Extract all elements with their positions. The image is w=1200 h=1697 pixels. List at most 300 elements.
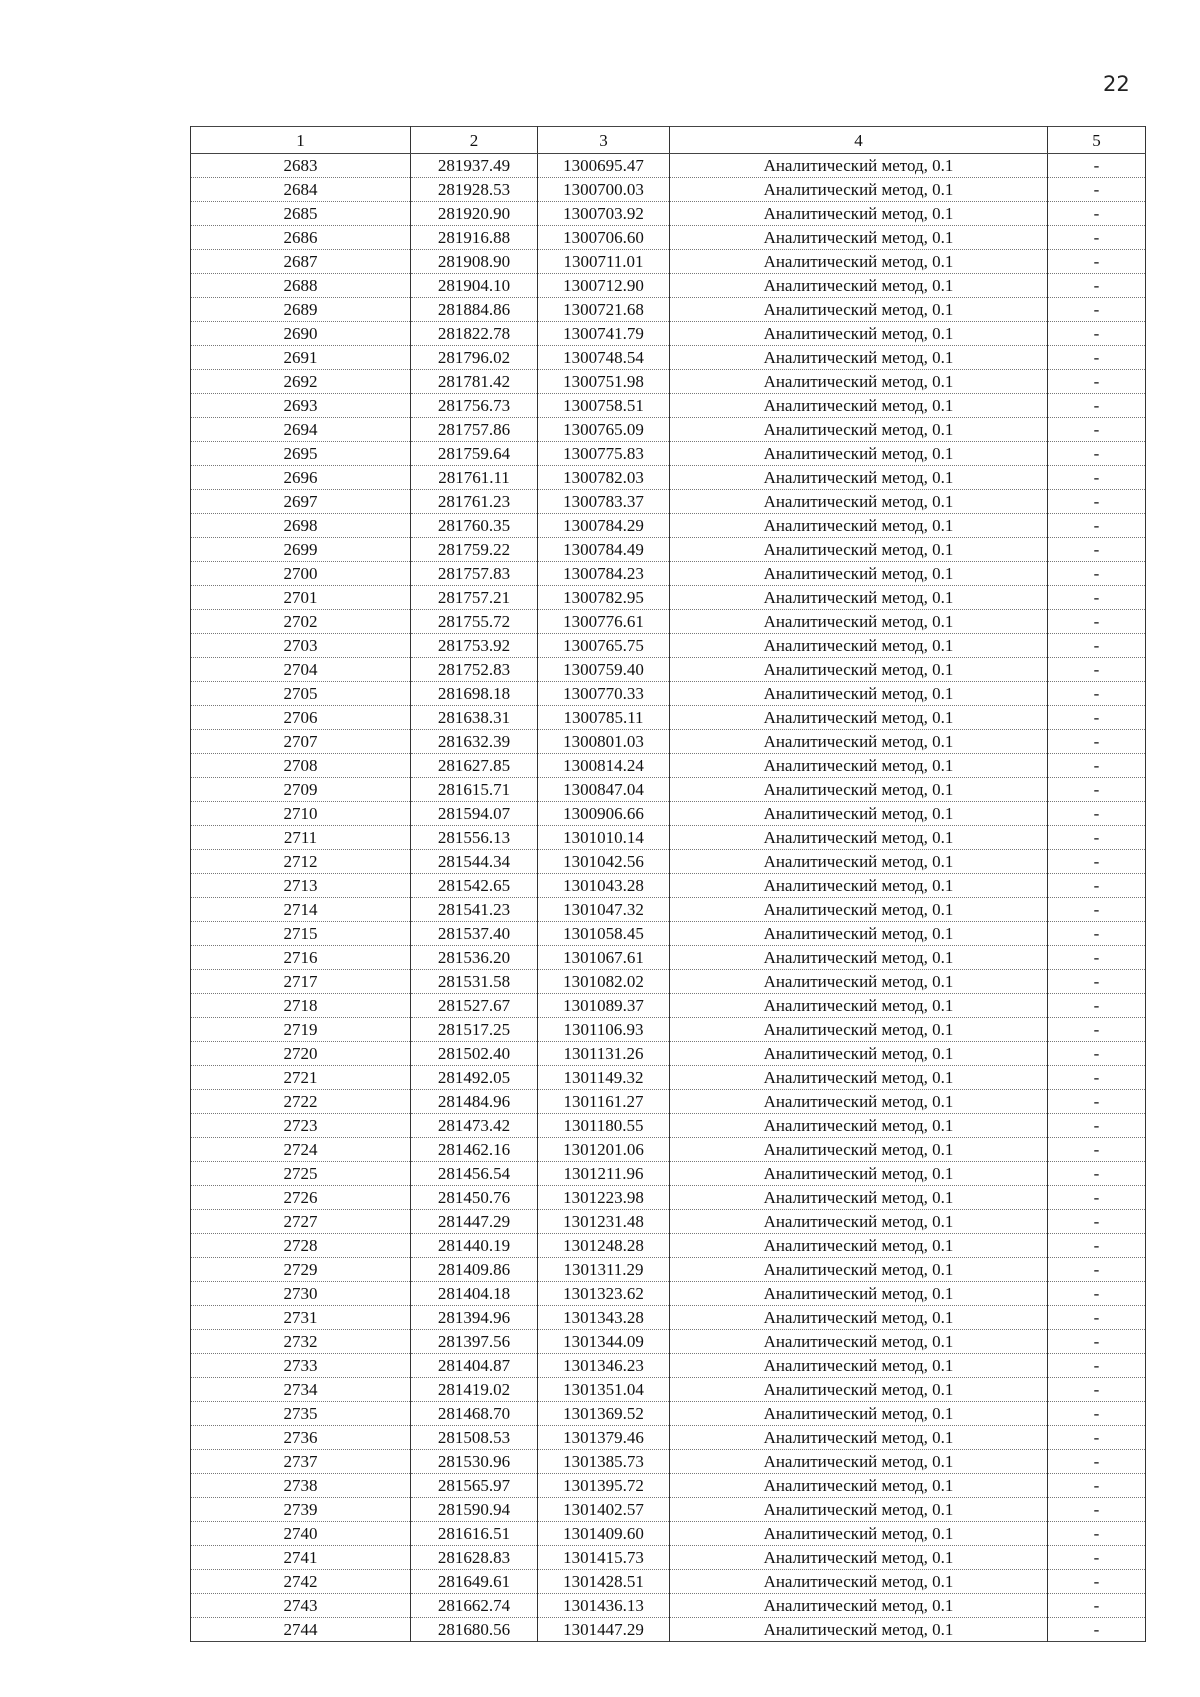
x-coordinate-cell: 281544.34 [411,850,538,874]
y-coordinate-cell: 1301248.28 [538,1234,670,1258]
y-coordinate-cell: 1300784.23 [538,562,670,586]
y-coordinate-cell: 1301415.73 [538,1546,670,1570]
y-coordinate-cell: 1300770.33 [538,682,670,706]
x-coordinate-cell: 281937.49 [411,154,538,178]
table-row [191,514,1146,538]
table-row [191,1042,1146,1066]
y-coordinate-cell: 1300814.24 [538,754,670,778]
table-row [191,754,1146,778]
method-cell: Аналитический метод, 0.1 [670,154,1048,178]
table-row [191,346,1146,370]
method-cell: Аналитический метод, 0.1 [670,898,1048,922]
table-row [191,1114,1146,1138]
table-row [191,970,1146,994]
point-number-cell: 2734 [191,1378,411,1402]
x-coordinate-cell: 281404.18 [411,1282,538,1306]
point-number-cell: 2685 [191,202,411,226]
method-cell: Аналитический метод, 0.1 [670,1354,1048,1378]
method-cell: Аналитический метод, 0.1 [670,1498,1048,1522]
note-cell: - [1048,658,1146,682]
method-cell: Аналитический метод, 0.1 [670,1450,1048,1474]
method-cell: Аналитический метод, 0.1 [670,1042,1048,1066]
note-cell: - [1048,682,1146,706]
point-number-cell: 2715 [191,922,411,946]
table-row [191,1474,1146,1498]
table-row [191,1450,1146,1474]
method-cell: Аналитический метод, 0.1 [670,298,1048,322]
point-number-cell: 2701 [191,586,411,610]
note-cell: - [1048,1186,1146,1210]
table-row [191,850,1146,874]
note-cell: - [1048,850,1146,874]
table-row [191,1330,1146,1354]
table-row [191,658,1146,682]
x-coordinate-cell: 281908.90 [411,250,538,274]
table-row [191,154,1146,178]
y-coordinate-cell: 1300765.75 [538,634,670,658]
y-coordinate-cell: 1301131.26 [538,1042,670,1066]
note-cell: - [1048,538,1146,562]
method-cell: Аналитический метод, 0.1 [670,850,1048,874]
point-number-cell: 2693 [191,394,411,418]
note-cell: - [1048,1546,1146,1570]
method-cell: Аналитический метод, 0.1 [670,1618,1048,1642]
x-coordinate-cell: 281556.13 [411,826,538,850]
y-coordinate-cell: 1301409.60 [538,1522,670,1546]
x-coordinate-cell: 281473.42 [411,1114,538,1138]
x-coordinate-cell: 281508.53 [411,1426,538,1450]
table-row [191,1138,1146,1162]
point-number-cell: 2694 [191,418,411,442]
method-cell: Аналитический метод, 0.1 [670,1258,1048,1282]
x-coordinate-cell: 281761.11 [411,466,538,490]
point-number-cell: 2699 [191,538,411,562]
note-cell: - [1048,346,1146,370]
x-coordinate-cell: 281756.73 [411,394,538,418]
method-cell: Аналитический метод, 0.1 [670,970,1048,994]
x-coordinate-cell: 281530.96 [411,1450,538,1474]
point-number-cell: 2721 [191,1066,411,1090]
y-coordinate-cell: 1300700.03 [538,178,670,202]
note-cell: - [1048,1594,1146,1618]
x-coordinate-cell: 281565.97 [411,1474,538,1498]
method-cell: Аналитический метод, 0.1 [670,1186,1048,1210]
note-cell: - [1048,250,1146,274]
table-row [191,1234,1146,1258]
point-number-cell: 2710 [191,802,411,826]
method-cell: Аналитический метод, 0.1 [670,994,1048,1018]
note-cell: - [1048,466,1146,490]
y-coordinate-cell: 1301043.28 [538,874,670,898]
point-number-cell: 2687 [191,250,411,274]
note-cell: - [1048,1018,1146,1042]
method-cell: Аналитический метод, 0.1 [670,442,1048,466]
table-row [191,1066,1146,1090]
table-row [191,1498,1146,1522]
point-number-cell: 2706 [191,706,411,730]
method-cell: Аналитический метод, 0.1 [670,1234,1048,1258]
method-cell: Аналитический метод, 0.1 [670,202,1048,226]
method-cell: Аналитический метод, 0.1 [670,418,1048,442]
table-row [191,370,1146,394]
method-cell: Аналитический метод, 0.1 [670,1210,1048,1234]
x-coordinate-cell: 281662.74 [411,1594,538,1618]
table-header-row [191,127,1146,154]
point-number-cell: 2741 [191,1546,411,1570]
y-coordinate-cell: 1301201.06 [538,1138,670,1162]
table-row [191,898,1146,922]
note-cell: - [1048,874,1146,898]
method-cell: Аналитический метод, 0.1 [670,802,1048,826]
method-cell: Аналитический метод, 0.1 [670,1330,1048,1354]
x-coordinate-cell: 281484.96 [411,1090,538,1114]
method-cell: Аналитический метод, 0.1 [670,274,1048,298]
x-coordinate-cell: 281757.21 [411,586,538,610]
note-cell: - [1048,1498,1146,1522]
x-coordinate-cell: 281502.40 [411,1042,538,1066]
point-number-cell: 2709 [191,778,411,802]
y-coordinate-cell: 1300801.03 [538,730,670,754]
table-row [191,418,1146,442]
table-row [191,1282,1146,1306]
x-coordinate-cell: 281753.92 [411,634,538,658]
note-cell: - [1048,610,1146,634]
table-row [191,826,1146,850]
table-row [191,1402,1146,1426]
method-cell: Аналитический метод, 0.1 [670,730,1048,754]
point-number-cell: 2736 [191,1426,411,1450]
y-coordinate-cell: 1300775.83 [538,442,670,466]
table-row [191,1306,1146,1330]
note-cell: - [1048,1378,1146,1402]
table-row [191,1522,1146,1546]
method-cell: Аналитический метод, 0.1 [670,1570,1048,1594]
method-cell: Аналитический метод, 0.1 [670,1018,1048,1042]
point-number-cell: 2717 [191,970,411,994]
x-coordinate-cell: 281531.58 [411,970,538,994]
y-coordinate-cell: 1301344.09 [538,1330,670,1354]
y-coordinate-cell: 1301343.28 [538,1306,670,1330]
method-cell: Аналитический метод, 0.1 [670,1114,1048,1138]
y-coordinate-cell: 1300741.79 [538,322,670,346]
x-coordinate-cell: 281627.85 [411,754,538,778]
x-coordinate-cell: 281916.88 [411,226,538,250]
method-cell: Аналитический метод, 0.1 [670,1162,1048,1186]
point-number-cell: 2730 [191,1282,411,1306]
x-coordinate-cell: 281760.35 [411,514,538,538]
x-coordinate-cell: 281419.02 [411,1378,538,1402]
y-coordinate-cell: 1301385.73 [538,1450,670,1474]
method-cell: Аналитический метод, 0.1 [670,346,1048,370]
y-coordinate-cell: 1301395.72 [538,1474,670,1498]
x-coordinate-cell: 281517.25 [411,1018,538,1042]
y-coordinate-cell: 1301223.98 [538,1186,670,1210]
note-cell: - [1048,1234,1146,1258]
table-row [191,394,1146,418]
x-coordinate-cell: 281757.83 [411,562,538,586]
note-cell: - [1048,490,1146,514]
y-coordinate-cell: 1300906.66 [538,802,670,826]
note-cell: - [1048,1282,1146,1306]
table-row [191,634,1146,658]
method-cell: Аналитический метод, 0.1 [670,178,1048,202]
point-number-cell: 2731 [191,1306,411,1330]
note-cell: - [1048,562,1146,586]
point-number-cell: 2742 [191,1570,411,1594]
y-coordinate-cell: 1300784.29 [538,514,670,538]
y-coordinate-cell: 1301447.29 [538,1618,670,1642]
point-number-cell: 2720 [191,1042,411,1066]
note-cell: - [1048,922,1146,946]
table-row [191,586,1146,610]
x-coordinate-cell: 281904.10 [411,274,538,298]
note-cell: - [1048,778,1146,802]
method-cell: Аналитический метод, 0.1 [670,634,1048,658]
table-row [191,442,1146,466]
y-coordinate-cell: 1301042.56 [538,850,670,874]
note-cell: - [1048,754,1146,778]
method-cell: Аналитический метод, 0.1 [670,490,1048,514]
point-number-cell: 2683 [191,154,411,178]
note-cell: - [1048,226,1146,250]
x-coordinate-cell: 281761.23 [411,490,538,514]
x-coordinate-cell: 281920.90 [411,202,538,226]
point-number-cell: 2729 [191,1258,411,1282]
note-cell: - [1048,826,1146,850]
page-number: 22 [1103,72,1130,96]
point-number-cell: 2722 [191,1090,411,1114]
point-number-cell: 2726 [191,1186,411,1210]
table-body [191,154,1146,1642]
point-number-cell: 2719 [191,1018,411,1042]
x-coordinate-cell: 281632.39 [411,730,538,754]
point-number-cell: 2725 [191,1162,411,1186]
x-coordinate-cell: 281492.05 [411,1066,538,1090]
y-coordinate-cell: 1300703.92 [538,202,670,226]
y-coordinate-cell: 1300721.68 [538,298,670,322]
method-cell: Аналитический метод, 0.1 [670,1522,1048,1546]
note-cell: - [1048,802,1146,826]
table-row [191,922,1146,946]
column-header-2: 2 [411,127,538,154]
note-cell: - [1048,1138,1146,1162]
point-number-cell: 2700 [191,562,411,586]
x-coordinate-cell: 281884.86 [411,298,538,322]
x-coordinate-cell: 281541.23 [411,898,538,922]
note-cell: - [1048,634,1146,658]
x-coordinate-cell: 281698.18 [411,682,538,706]
y-coordinate-cell: 1300748.54 [538,346,670,370]
point-number-cell: 2728 [191,1234,411,1258]
note-cell: - [1048,154,1146,178]
point-number-cell: 2695 [191,442,411,466]
x-coordinate-cell: 281752.83 [411,658,538,682]
note-cell: - [1048,370,1146,394]
x-coordinate-cell: 281616.51 [411,1522,538,1546]
point-number-cell: 2707 [191,730,411,754]
table-row [191,706,1146,730]
point-number-cell: 2702 [191,610,411,634]
method-cell: Аналитический метод, 0.1 [670,1282,1048,1306]
note-cell: - [1048,442,1146,466]
y-coordinate-cell: 1301351.04 [538,1378,670,1402]
table-row [191,1546,1146,1570]
x-coordinate-cell: 281394.96 [411,1306,538,1330]
table-row [191,1258,1146,1282]
x-coordinate-cell: 281757.86 [411,418,538,442]
point-number-cell: 2738 [191,1474,411,1498]
note-cell: - [1048,1570,1146,1594]
point-number-cell: 2696 [191,466,411,490]
point-number-cell: 2703 [191,634,411,658]
column-header-5: 5 [1048,127,1146,154]
point-number-cell: 2684 [191,178,411,202]
y-coordinate-cell: 1301346.23 [538,1354,670,1378]
column-header-3: 3 [538,127,670,154]
point-number-cell: 2714 [191,898,411,922]
note-cell: - [1048,898,1146,922]
y-coordinate-cell: 1301058.45 [538,922,670,946]
column-header-4: 4 [670,127,1048,154]
y-coordinate-cell: 1300765.09 [538,418,670,442]
y-coordinate-cell: 1300695.47 [538,154,670,178]
point-number-cell: 2743 [191,1594,411,1618]
x-coordinate-cell: 281536.20 [411,946,538,970]
method-cell: Аналитический метод, 0.1 [670,394,1048,418]
table-row [191,250,1146,274]
point-number-cell: 2689 [191,298,411,322]
point-number-cell: 2718 [191,994,411,1018]
note-cell: - [1048,994,1146,1018]
x-coordinate-cell: 281447.29 [411,1210,538,1234]
x-coordinate-cell: 281628.83 [411,1546,538,1570]
table-row [191,730,1146,754]
method-cell: Аналитический метод, 0.1 [670,370,1048,394]
note-cell: - [1048,514,1146,538]
table-row [191,1162,1146,1186]
method-cell: Аналитический метод, 0.1 [670,562,1048,586]
table-row [191,682,1146,706]
note-cell: - [1048,1330,1146,1354]
method-cell: Аналитический метод, 0.1 [670,1426,1048,1450]
y-coordinate-cell: 1301231.48 [538,1210,670,1234]
y-coordinate-cell: 1300712.90 [538,274,670,298]
point-number-cell: 2697 [191,490,411,514]
table-row [191,1618,1146,1642]
note-cell: - [1048,706,1146,730]
note-cell: - [1048,1258,1146,1282]
method-cell: Аналитический метод, 0.1 [670,1546,1048,1570]
method-cell: Аналитический метод, 0.1 [670,658,1048,682]
method-cell: Аналитический метод, 0.1 [670,1306,1048,1330]
method-cell: Аналитический метод, 0.1 [670,1474,1048,1498]
x-coordinate-cell: 281594.07 [411,802,538,826]
x-coordinate-cell: 281409.86 [411,1258,538,1282]
point-number-cell: 2727 [191,1210,411,1234]
y-coordinate-cell: 1300785.11 [538,706,670,730]
method-cell: Аналитический метод, 0.1 [670,1066,1048,1090]
y-coordinate-cell: 1301311.29 [538,1258,670,1282]
method-cell: Аналитический метод, 0.1 [670,706,1048,730]
table-row [191,1570,1146,1594]
method-cell: Аналитический метод, 0.1 [670,538,1048,562]
note-cell: - [1048,1042,1146,1066]
table-row [191,610,1146,634]
table-row [191,1354,1146,1378]
x-coordinate-cell: 281822.78 [411,322,538,346]
note-cell: - [1048,418,1146,442]
table-row [191,490,1146,514]
table-row [191,802,1146,826]
y-coordinate-cell: 1301180.55 [538,1114,670,1138]
method-cell: Аналитический метод, 0.1 [670,610,1048,634]
note-cell: - [1048,1210,1146,1234]
y-coordinate-cell: 1300759.40 [538,658,670,682]
point-number-cell: 2712 [191,850,411,874]
y-coordinate-cell: 1301211.96 [538,1162,670,1186]
y-coordinate-cell: 1301161.27 [538,1090,670,1114]
table-row [191,1018,1146,1042]
method-cell: Аналитический метод, 0.1 [670,1378,1048,1402]
x-coordinate-cell: 281755.72 [411,610,538,634]
method-cell: Аналитический метод, 0.1 [670,586,1048,610]
point-number-cell: 2732 [191,1330,411,1354]
note-cell: - [1048,1522,1146,1546]
table-row [191,202,1146,226]
table-row [191,994,1146,1018]
y-coordinate-cell: 1301010.14 [538,826,670,850]
x-coordinate-cell: 281590.94 [411,1498,538,1522]
table-row [191,274,1146,298]
method-cell: Аналитический метод, 0.1 [670,322,1048,346]
note-cell: - [1048,1426,1146,1450]
point-number-cell: 2691 [191,346,411,370]
y-coordinate-cell: 1300784.49 [538,538,670,562]
note-cell: - [1048,322,1146,346]
point-number-cell: 2735 [191,1402,411,1426]
x-coordinate-cell: 281404.87 [411,1354,538,1378]
y-coordinate-cell: 1300706.60 [538,226,670,250]
note-cell: - [1048,730,1146,754]
note-cell: - [1048,1114,1146,1138]
y-coordinate-cell: 1301149.32 [538,1066,670,1090]
y-coordinate-cell: 1300711.01 [538,250,670,274]
y-coordinate-cell: 1300782.03 [538,466,670,490]
note-cell: - [1048,394,1146,418]
x-coordinate-cell: 281781.42 [411,370,538,394]
point-number-cell: 2690 [191,322,411,346]
table-row [191,226,1146,250]
point-number-cell: 2713 [191,874,411,898]
x-coordinate-cell: 281542.65 [411,874,538,898]
point-number-cell: 2740 [191,1522,411,1546]
x-coordinate-cell: 281759.64 [411,442,538,466]
table-row [191,466,1146,490]
method-cell: Аналитический метод, 0.1 [670,514,1048,538]
x-coordinate-cell: 281462.16 [411,1138,538,1162]
note-cell: - [1048,1306,1146,1330]
method-cell: Аналитический метод, 0.1 [670,1594,1048,1618]
x-coordinate-cell: 281527.67 [411,994,538,1018]
point-number-cell: 2711 [191,826,411,850]
table-row [191,1378,1146,1402]
note-cell: - [1048,1066,1146,1090]
coordinates-table [190,126,1146,1642]
x-coordinate-cell: 281615.71 [411,778,538,802]
x-coordinate-cell: 281649.61 [411,1570,538,1594]
note-cell: - [1048,1090,1146,1114]
point-number-cell: 2698 [191,514,411,538]
